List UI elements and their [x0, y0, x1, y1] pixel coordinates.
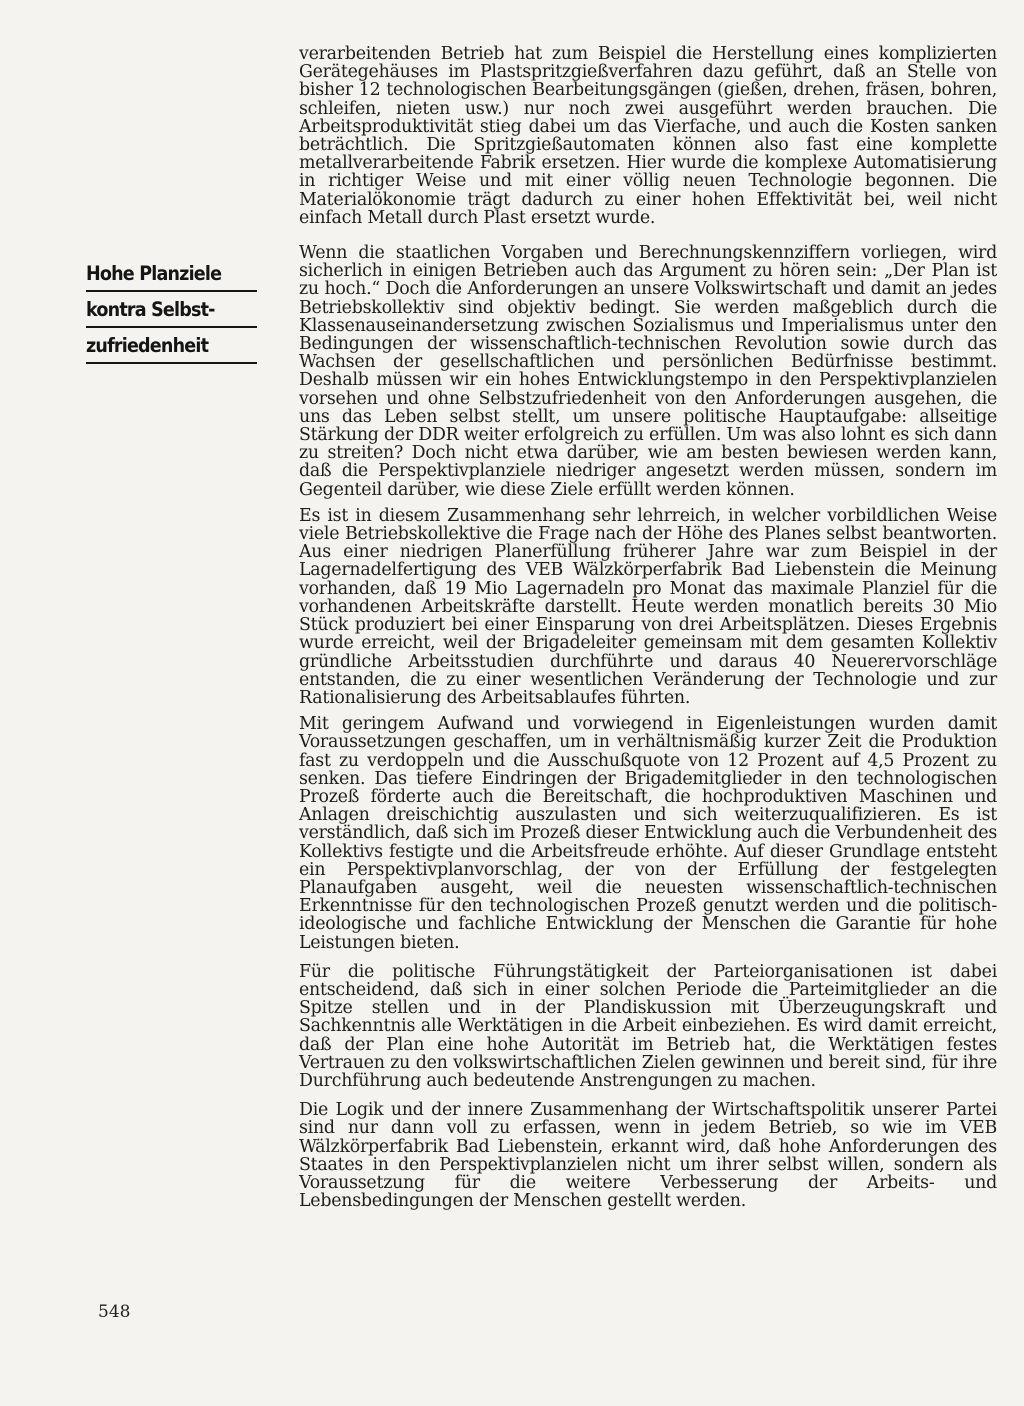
- paragraph-5: Für die politische Führungstätigkeit der Parteiorganisationen ist dabei entscheidend, daß sich in einer solchen Periode die Parteimitglieder an die Spitze stellen und in der Plandiskussion mit Überzeugungskraft und Sachkenntnis alle Werktätigen in die Arbeit einbeziehen. Es wird damit erreicht, daß der Plan eine hohe Autorität im Betrieb hat, die Werktätigen festes Vertrauen zu den volkswirtschaftlichen Zielen gewinnen und bereit sind, für ihre Durchführung auch bedeutende Anstrengungen zu machen.: [299, 961, 997, 1091]
- page-number: 548: [98, 1302, 131, 1322]
- sidebar-heading-line-1: Hohe Planziele: [86, 258, 257, 292]
- paragraph-2: Wenn die staatlichen Vorgaben und Berechnungskennziffern vorliegen, wird sicherlich in einigen Betrieben auch das Argument zu hören sein: „Der Plan ist zu hoch.“ Doch die Anforderungen an unsere Volkswirtschaft und damit an jedes Betriebskollektiv sind objektiv bedingt. Sie werden maßgeblich durch die Klassenauseinandersetzung zwischen Sozialismus und Imperialismus unter den Bedingungen der wissenschaftlich-technischen Revolution sowie durch das Wachsen der gesellschaftlichen und persönlichen Bedürfnisse bestimmt. Deshalb müssen wir ein hohes Entwicklungstempo in den Perspektivplanzielen vorsehen und ohne Selbstzufriedenheit von den Anforderungen ausgehen, die uns das Leben selbst stellt, um unsere politische Hauptaufgabe: allseitige Stärkung der DDR weiter erfolgreich zu erfüllen. Um was also lohnt es sich dann zu streiten? Doch nicht etwa darüber, wie am besten bewiesen werden kann, daß die Perspektivplanziele niedriger angesetzt werden müssen, sondern im Gegenteil darüber, wie diese Ziele erfüllt werden können.: [299, 243, 997, 500]
- sidebar-heading-line-2: kontra Selbst-: [86, 294, 257, 328]
- paragraph-1: verarbeitenden Betrieb hat zum Beispiel die Herstellung eines komplizierten Gerätegehäuses im Plastspritzgießverfahren dazu geführt, daß an Stelle von bisher 12 technologischen Bearbeitungsgängen (gießen, drehen, fräsen, bohren, schleifen, nieten usw.) nur noch zwei ausgeführt werden brauchen. Die Arbeitsproduktivität stieg dabei um das Vierfache, und auch die Kosten sanken beträchtlich. Die Spritzgießautomaten können also fast eine komplette metallverarbeitende Fabrik ersetzen. Hier wurde die komplexe Automatisierung in richtiger Weise und mit einer völlig neuen Technologie begonnen. Die Materialökonomie trägt dadurch zu einer hohen Effektivität bei, weil nicht einfach Metall durch Plast ersetzt wurde.: [299, 44, 997, 228]
- sidebar-heading: [86, 258, 276, 366]
- sidebar-heading-line-3: zufriedenheit: [86, 330, 257, 364]
- paragraph-3: Es ist in diesem Zusammenhang sehr lehrreich, in welcher vorbildlichen Weise viele Betriebskollektive die Frage nach der Höhe des Planes selbst beantworten. Aus einer niedrigen Planerfüllung früherer Jahre war zum Beispiel in der Lagernadelfertigung des VEB Wälzkörperfabrik Bad Liebenstein die Meinung vorhanden, daß 19 Mio Lagernadeln pro Monat das maximale Planziel für die vorhandenen Arbeitskräfte darstellt. Heute werden monatlich bereits 30 Mio Stück produziert bei einer Einsparung von drei Arbeitsplätzen. Dieses Ergebnis wurde erreicht, weil der Brigadeleiter gemeinsam mit dem gesamten Kollektiv gründliche Arbeitsstudien durchführte und daraus 40 Neuerervorschläge entstanden, die zu einer wesentlichen Veränderung der Technologie und zur Rationalisierung des Arbeitsablaufes führten.: [299, 505, 997, 708]
- paragraph-6: Die Logik und der innere Zusammenhang der Wirtschaftspolitik unserer Partei sind nur dann voll zu erfassen, wenn in jedem Betrieb, so wie im VEB Wälzkörperfabrik Bad Liebenstein, erkannt wird, daß hohe Anforderungen des Staates in den Perspektivplanzielen nicht um ihrer selbst willen, sondern als Voraussetzung für die weitere Verbesserung der Arbeits- und Lebensbedingungen der Menschen gestellt werden.: [299, 1100, 997, 1212]
- main-text-column: [299, 45, 997, 1210]
- paragraph-4: Mit geringem Aufwand und vorwiegend in Eigenleistungen wurden damit Voraussetzungen geschaffen, um in verhältnismäßig kurzer Zeit die Produktion fast zu verdoppeln und die Ausschußquote von 12 Prozent auf 4,5 Prozent zu senken. Das tiefere Eindringen der Brigademitglieder in den technologischen Prozeß förderte auch die Bereitschaft, die hochproduktiven Maschinen und Anlagen dreischichtig auszulasten und sich weiterzuqualifizieren. Es ist verständlich, daß sich im Prozeß dieser Entwicklung auch die Verbundenheit des Kollektivs festigte und die Arbeitsfreude erhöhte. Auf dieser Grundlage entsteht ein Perspektivplanvorschlag, der von der Erfüllung der festgelegten Planaufgaben ausgeht, weil die neuesten wissenschaftlich-technischen Erkenntnisse für den technologischen Prozeß genutzt werden und die politisch-ideologische und fachliche Entwicklung der Menschen die Garantie für hohe Leistungen bieten.: [299, 714, 997, 953]
